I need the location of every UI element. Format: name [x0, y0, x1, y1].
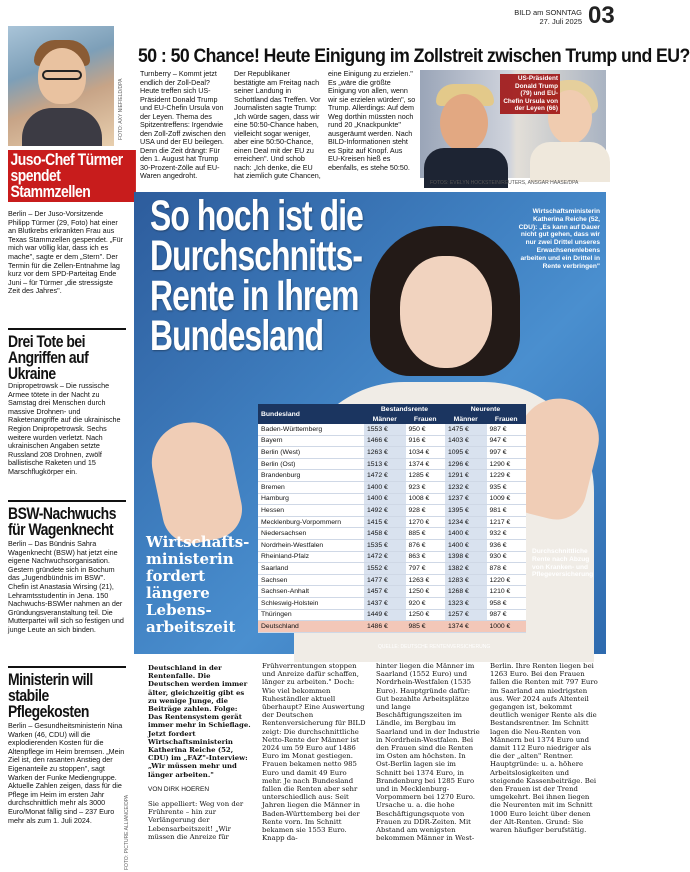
table-header: Neurente: [445, 404, 526, 414]
table-cell-state: Thüringen: [258, 609, 364, 621]
divider: [8, 500, 126, 502]
table-cell-value: 1486 €: [364, 621, 406, 633]
table-row: [258, 563, 526, 575]
table-cell-value: 1210 €: [487, 586, 526, 598]
table-cell-value: 1217 €: [487, 516, 526, 528]
minister-caption: Wirtschaftsministerin Katherina Reiche (52, CDU): „Es kann auf Dauer nicht gut gehen, dass wir nur zwei Drittel unseres Erwachsenenlebens arbeiten und ein Drittel in Rente verbringen": [518, 208, 600, 270]
table-cell-value: 1400 €: [445, 539, 487, 551]
table-cell-state: Berlin (Ost): [258, 458, 364, 470]
table-cell-value: 1270 €: [406, 516, 445, 528]
table-row: [258, 424, 526, 435]
table-row: [258, 528, 526, 540]
table-cell-value: 997 €: [487, 447, 526, 459]
divider: [8, 666, 126, 668]
table-cell-value: 1513 €: [364, 458, 406, 470]
table-row: [258, 539, 526, 551]
table-cell-state: Deutschland: [258, 621, 364, 633]
table-cell-value: 1290 €: [487, 458, 526, 470]
table-cell-value: 1475 €: [445, 424, 487, 435]
table-cell-value: 1449 €: [364, 609, 406, 621]
table-cell-state: Schleswig-Holstein: [258, 597, 364, 609]
story-body: Berlin – Der Juso-Vorsitzende Philipp Türmer (29, Foto) hat einer an Blutkrebs erkrankten Frau aus Texas Stammzellen gespendet. „Für mich war völlig klar, dass ich es mache", sagte er dem „Stern". Der Termin für die Zellen-Entnahme lag kurz vor dem SPD-Parteitag Ende Juni – für Türmer „die stressigste Zeit des Jahres".: [8, 209, 124, 296]
photo-credit: FOTOS: EVELYN HOCKSTEIN/REUTERS, ANSGAR HAASE/DPA: [430, 180, 579, 186]
table-cell-state: Sachsen-Anhalt: [258, 586, 364, 598]
table-cell-state: Bremen: [258, 481, 364, 493]
table-header: Bestandsrente: [364, 404, 445, 414]
article-col1: Sie appelliert: Weg von der Frührente – hin zur Verlängerung der Lebensarbeitszeit! „Wir müssen die Anreize für: [148, 800, 244, 841]
table-row: [258, 574, 526, 586]
table-row: [258, 470, 526, 482]
table-cell-state: Nordrhein-Westfalen: [258, 539, 364, 551]
table-row: [258, 586, 526, 598]
table-cell-state: Sachsen: [258, 574, 364, 586]
table-cell-value: 1237 €: [445, 493, 487, 505]
table-cell-value: 987 €: [487, 424, 526, 435]
byline: VON DIRK HOEREN: [148, 786, 210, 793]
top-story-col2: Der Republikaner bestätigte am Freitag nach seiner Landung in Schottland das Treffen. Vor Journalisten sagte Trump: „Ich würde sagen, dass wir eine 50:50-Chance haben, vielleicht sogar weniger, aber eine 50:50-Chance, einen Deal mit der EU zu erreichen". Und schob nach: „Ich denke, die EU hat ziemlich gute Chancen,: [234, 69, 321, 180]
table-cell-value: 1009 €: [487, 493, 526, 505]
table-cell-state: Hessen: [258, 505, 364, 517]
top-story-col3: eine Einigung zu erzielen." Es „wäre die größte Einigung von allen, wenn wir sie erzielen würden", so Trump. Allerdings: Auf dem Weg dorthin müssten noch rund 20 „Knackpunkte" ausgeräumt werden. Nach BILD-Informationen steht es Spitz auf Knopf. Aus EU-Kreisen hieß es ebenfalls, es stehe 50:50.: [328, 69, 416, 172]
table-cell-value: 1415 €: [364, 516, 406, 528]
table-cell-value: 1250 €: [406, 609, 445, 621]
table-cell-value: 1234 €: [445, 516, 487, 528]
table-cell-value: 1374 €: [406, 458, 445, 470]
quote-box: Wirtschafts-ministerin fordert längere Lebens-arbeitszeit: [146, 533, 250, 636]
story-body: Berlin – Gesundheitsministerin Nina Warken (46, CDU) will die explodierenden Kosten für die Altenpflege im Heim bremsen. „Mein Ziel ist, den rasanten Anstieg der Eigenanteile zu stoppen", sagt Warken der Funke Mediengruppe. Aktuelle Zahlen zeigen, dass für die Pflege im Heim im ersten Jahr durchschnittlich mehr als 3000 Euro/Monat fällig sind – 237 Euro mehr als zum 1. Juli 2024.: [8, 721, 125, 825]
table-subheader: Frauen: [406, 414, 445, 424]
story-body: Berlin – Das Bündnis Sahra Wagenknecht (BSW) hat jetzt eine eigene Nachwuchsorganisation. Gestern gründete sich in Bochum das „Jugendbündnis im BSW". Chefin ist Anastasia Wirsing (21), Lehramtsstudentin in Jena. 150 Nachwuchs-BSWler nahmen an der Gründungsveranstaltung teil. Die Mutterpartei will sich so festigen und junge Leute an sich binden.: [8, 539, 124, 634]
table-row: [258, 516, 526, 528]
table-cell-value: 950 €: [406, 424, 445, 435]
story-body: Dnipropetrowsk – Die russische Armee tötete in der Nacht zu Samstag drei Menschen durch massive Drohnen- und Raketenangriffe auf die ukrainische Region Dnipropetrowsk. Sechs weitere wurden verletzt. Nach ukrainischen Angaben setzte Russland 208 Drohnen, zwölf ballistische Raketen und 15 Marschflugkörper ein.: [8, 381, 121, 476]
table-row: [258, 481, 526, 493]
table-cell-value: 928 €: [406, 505, 445, 517]
table-cell-value: 1457 €: [364, 586, 406, 598]
table-row: [258, 435, 526, 447]
table-cell-value: 797 €: [406, 563, 445, 575]
divider: [8, 328, 126, 330]
table-cell-value: 920 €: [406, 597, 445, 609]
table-cell-value: 923 €: [406, 481, 445, 493]
table-cell-state: Saarland: [258, 563, 364, 575]
table-cell-value: 878 €: [487, 563, 526, 575]
top-story-headline: 50 : 50 Chance! Heute Einigung im Zollstreit zwischen Trump und EU?: [138, 46, 690, 67]
table-row: [258, 609, 526, 621]
table-cell-value: 1296 €: [445, 458, 487, 470]
table-cell-value: 981 €: [487, 505, 526, 517]
story-headline: Juso-Chef Türmer spendet Stammzellen: [8, 150, 136, 202]
table-row: [258, 551, 526, 563]
table-cell-value: 1257 €: [445, 609, 487, 621]
table-cell-value: 947 €: [487, 435, 526, 447]
table-row: [258, 493, 526, 505]
table-cell-value: 1400 €: [364, 493, 406, 505]
article-intro: Deutschland in der Rentenfalle. Die Deutschen werden immer älter, gleichzeitig gibt es zu wenige Junge, die Beiträge zahlen. Folge: Das Rentensystem gerät immer mehr in Schieflage. Jetzt fordert Wirtschaftsministerin Katherina Reiche (52, CDU) im „FAZ"-Interview: „Wir müssen mehr und länger arbeiten.": [148, 664, 251, 779]
table-cell-value: 1437 €: [364, 597, 406, 609]
table-cell-value: 1220 €: [487, 574, 526, 586]
table-cell-value: 1008 €: [406, 493, 445, 505]
table-cell-value: 985 €: [406, 621, 445, 633]
table-cell-value: 1395 €: [445, 505, 487, 517]
table-row: [258, 505, 526, 517]
table-row: [258, 621, 526, 633]
pension-table: [258, 404, 526, 633]
table-cell-value: 1263 €: [406, 574, 445, 586]
table-cell-value: 1283 €: [445, 574, 487, 586]
table-cell-value: 1458 €: [364, 528, 406, 540]
table-cell-value: 1466 €: [364, 435, 406, 447]
table-cell-value: 1323 €: [445, 597, 487, 609]
table-side-note: Durchschnittliche Rente nach Abzug von Kranken- und Pflegeversicherung: [532, 548, 594, 579]
table-cell-state: Niedersachsen: [258, 528, 364, 540]
table-cell-value: 1403 €: [445, 435, 487, 447]
table-row: [258, 597, 526, 609]
story-tuermer: [8, 150, 126, 202]
table-cell-value: 1291 €: [445, 470, 487, 482]
table-row: [258, 458, 526, 470]
tuermer-photo: [8, 26, 114, 146]
table-cell-value: 1472 €: [364, 470, 406, 482]
top-story-col1: Turnberry – Kommt jetzt endlich der Zoll-Deal? Heute treffen sich US-Präsident Donald Trump und EU-Chefin Ursula von der Leyen. Thema des Spitzentreffens: Irgendwie den Zoll-Zoff zwischen den USA und der EU beilegen. Denn die Zeit drängt: Für den 1. August hat Trump 30-Prozent-Zölle auf EU-Waren angedroht.: [140, 69, 226, 180]
table-cell-value: 1400 €: [445, 528, 487, 540]
table-cell-state: Rheinland-Pfalz: [258, 551, 364, 563]
main-headline: So hoch ist die Durchschnitts- Rente in Ihrem Bundesland: [150, 192, 363, 360]
table-cell-value: 1034 €: [406, 447, 445, 459]
table-cell-value: 935 €: [487, 481, 526, 493]
table-cell-value: 1382 €: [445, 563, 487, 575]
table-cell-value: 1553 €: [364, 424, 406, 435]
table-cell-value: 863 €: [406, 551, 445, 563]
article-col4: Berlin. Ihre Renten liegen bei 1263 Euro. Bei den Frauen fallen die Renten mit 797 Euro im Saarland am niedrigsten aus. Wer 2024 aufs Altenteil gegangen ist, bekommt deutlich weniger Rente als die Bestandsrentner. Im Schnitt lagen die Neu-Renten von Männern bei 1374 Euro und damit 112 Euro niedriger als die der „alten" Rentner. Hauptgründe: u. a. höhere Arbeitslosigkeiten und steigende Kassenbeiträge. Bei den Frauen ist der Trend umgekehrt. Bei ihnen liegen die Neurenten mit im Schnitt 1000 Euro leicht über denen der Alt-Renten. Grund: Sie waren häufiger berufstätig.: [490, 662, 598, 835]
article-col2: Frühverrentungen stoppen und Anreize dafür schaffen, länger zu arbeiten." Doch: Wie viel bekommen Ruheständler aktuell überhaupt? Eine Auswertung der Deutschen Rentenversicherung für BILD zeigt: Die durchschnittliche Netto-Rente der Männer ist 2024 um 59 Euro auf 1486 Euro im Monat gestiegen. Frauen bekamen netto 985 Euro und damit 49 Euro mehr. Je nach Bundesland fallen die Renten aber sehr unterschiedlich aus: Seit Jahren liegen die Männer in Baden-Württemberg bei der Rente vorn. Im Schnitt bekamen sie 1553 Euro. Knapp da-: [262, 662, 366, 843]
table-cell-value: 1477 €: [364, 574, 406, 586]
table-header: Bundesland: [258, 404, 364, 424]
table-cell-state: Baden-Württemberg: [258, 424, 364, 435]
table-cell-value: 1229 €: [487, 470, 526, 482]
table-cell-state: Berlin (West): [258, 447, 364, 459]
table-cell-value: 1374 €: [445, 621, 487, 633]
table-cell-value: 930 €: [487, 551, 526, 563]
table-cell-value: 885 €: [406, 528, 445, 540]
table-cell-state: Bayern: [258, 435, 364, 447]
table-cell-state: Brandenburg: [258, 470, 364, 482]
table-source: QUELLE: DEUTSCHE RENTENVERSICHERUNG: [378, 644, 491, 650]
table-subheader: Männer: [364, 414, 406, 424]
table-row: [258, 447, 526, 459]
table-cell-value: 1400 €: [364, 481, 406, 493]
table-cell-value: 1250 €: [406, 586, 445, 598]
story-headline: Drei Tote bei Angriffen auf Ukraine: [8, 332, 89, 383]
table-cell-value: 1398 €: [445, 551, 487, 563]
page-number: 03: [588, 2, 615, 29]
table-cell-state: Hamburg: [258, 493, 364, 505]
table-cell-value: 1000 €: [487, 621, 526, 633]
story-headline: Ministerin will stabile Pflegekosten: [8, 670, 93, 721]
photo-credit: FOTO: PICTURE ALLIANCE/DPA: [124, 794, 130, 870]
table-cell-value: 1472 €: [364, 551, 406, 563]
story-headline: BSW-Nachwuchs für Wagenknecht: [8, 504, 116, 539]
table-cell-value: 916 €: [406, 435, 445, 447]
photo-credit: FOTO: AXY NIEFIELD/DPA: [118, 78, 124, 140]
article-col3: hinter liegen die Männer im Saarland (1552 Euro) und Nordrhein-Westfalen (1535 Euro). Hauptgründe dafür: Gut bezahlte Arbeitsplätze und lange Beschäftigungszeiten im Ländle, im Bergbau im Saarland und in der Industrie in Nordrhein-Westfalen. Bei den Frauen sind die Renten im Osten am höchsten. In Ost-Berlin lagen sie im Schnitt bei 1374 Euro, in Brandenburg bei 1285 Euro und in Mecklenburg-Vorpommern bei 1270 Euro. Ursache u. a. die hohe Beschäftigungsquote von Frauen zu DDR-Zeiten. Mit Abstand am wenigsten bekommen Männer in West-: [376, 662, 480, 843]
table-subheader: Frauen: [487, 414, 526, 424]
table-cell-value: 1268 €: [445, 586, 487, 598]
table-cell-value: 1095 €: [445, 447, 487, 459]
table-cell-value: 1535 €: [364, 539, 406, 551]
photo-caption: US-Präsident Donald Trump (79) und EU-Chefin Ursula von der Leyen (66): [500, 74, 560, 114]
table-cell-value: 1285 €: [406, 470, 445, 482]
table-cell-value: 958 €: [487, 597, 526, 609]
table-cell-value: 932 €: [487, 528, 526, 540]
table-subheader: Männer: [445, 414, 487, 424]
table-cell-value: 1492 €: [364, 505, 406, 517]
table-cell-value: 1263 €: [364, 447, 406, 459]
table-cell-value: 1552 €: [364, 563, 406, 575]
table-cell-value: 1232 €: [445, 481, 487, 493]
table-cell-value: 987 €: [487, 609, 526, 621]
publication-date: BILD am SONNTAG 27. Juli 2025: [514, 8, 582, 26]
table-cell-state: Mecklenburg-Vorpommern: [258, 516, 364, 528]
table-cell-value: 936 €: [487, 539, 526, 551]
table-cell-value: 876 €: [406, 539, 445, 551]
